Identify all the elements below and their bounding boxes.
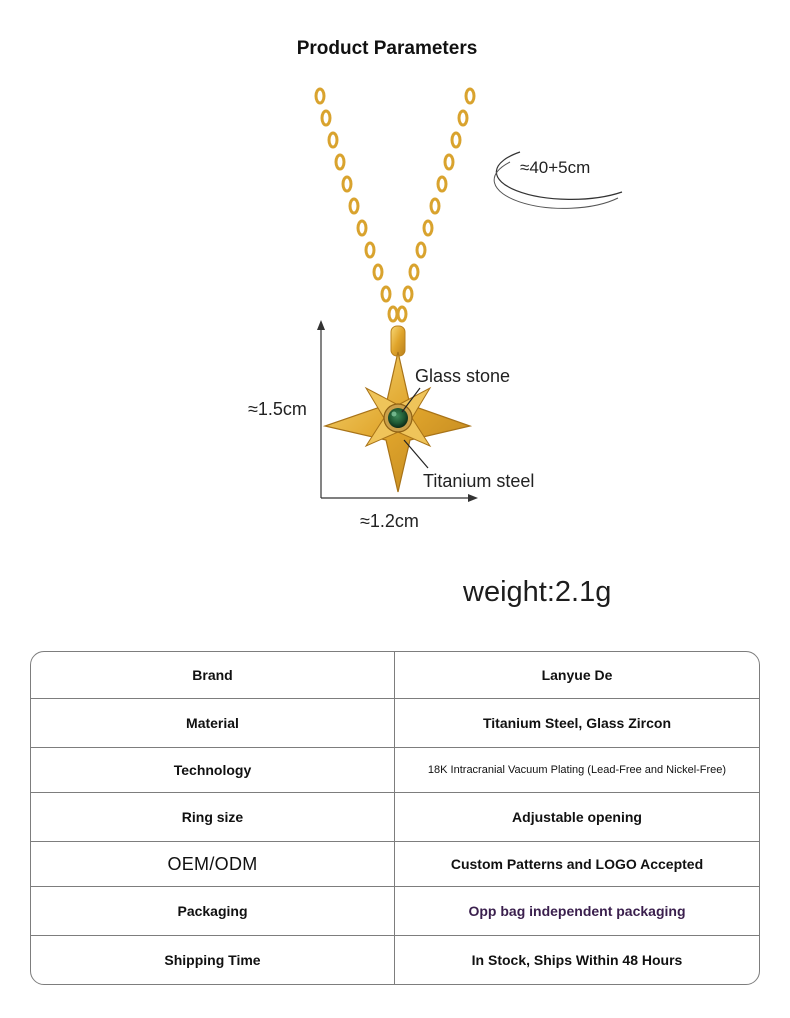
chain-left bbox=[316, 89, 397, 321]
spec-key: OEM/ODM bbox=[31, 842, 395, 886]
spec-value: Titanium Steel, Glass Zircon bbox=[482, 715, 671, 731]
spec-value: Lanyue De bbox=[541, 667, 613, 683]
spec-key: Shipping Time bbox=[31, 936, 395, 984]
spec-key: Material bbox=[31, 699, 395, 747]
pendant-height-label: ≈1.5cm bbox=[248, 399, 307, 419]
spec-key: Ring size bbox=[31, 793, 395, 841]
spec-value: Opp bag independent packaging bbox=[468, 903, 686, 919]
spec-row-shipping-time bbox=[31, 935, 759, 984]
spec-value: Adjustable opening bbox=[512, 809, 642, 825]
spec-row-technology bbox=[31, 747, 759, 792]
chain-length-label: ≈40+5cm bbox=[520, 158, 591, 177]
page-title: Product Parameters bbox=[296, 38, 478, 59]
spec-value: Custom Patterns and LOGO Accepted bbox=[450, 856, 704, 872]
spec-row-material bbox=[31, 698, 759, 747]
spec-row-brand bbox=[31, 652, 759, 698]
pendant-bail bbox=[391, 326, 405, 356]
spec-value: In Stock, Ships Within 48 Hours bbox=[471, 952, 683, 968]
spec-key: Brand bbox=[31, 652, 395, 698]
weight-label: weight:2.1g bbox=[463, 576, 612, 608]
spec-table bbox=[30, 651, 760, 985]
titanium-steel-label: Titanium steel bbox=[423, 471, 535, 491]
spec-row-packaging bbox=[31, 886, 759, 935]
spec-row-oem-odm bbox=[31, 841, 759, 886]
spec-key: Packaging bbox=[31, 887, 395, 935]
glass-stone-label: Glass stone bbox=[415, 366, 511, 386]
pendant-width-label: ≈1.2cm bbox=[360, 511, 419, 531]
spec-value: 18K Intracranial Vacuum Plating (Lead-Free and Nickel-Free) bbox=[427, 764, 727, 776]
spec-key: Technology bbox=[31, 748, 395, 792]
spec-row-ring-size bbox=[31, 792, 759, 841]
chain-right bbox=[398, 89, 474, 321]
steel-leader bbox=[404, 440, 428, 468]
